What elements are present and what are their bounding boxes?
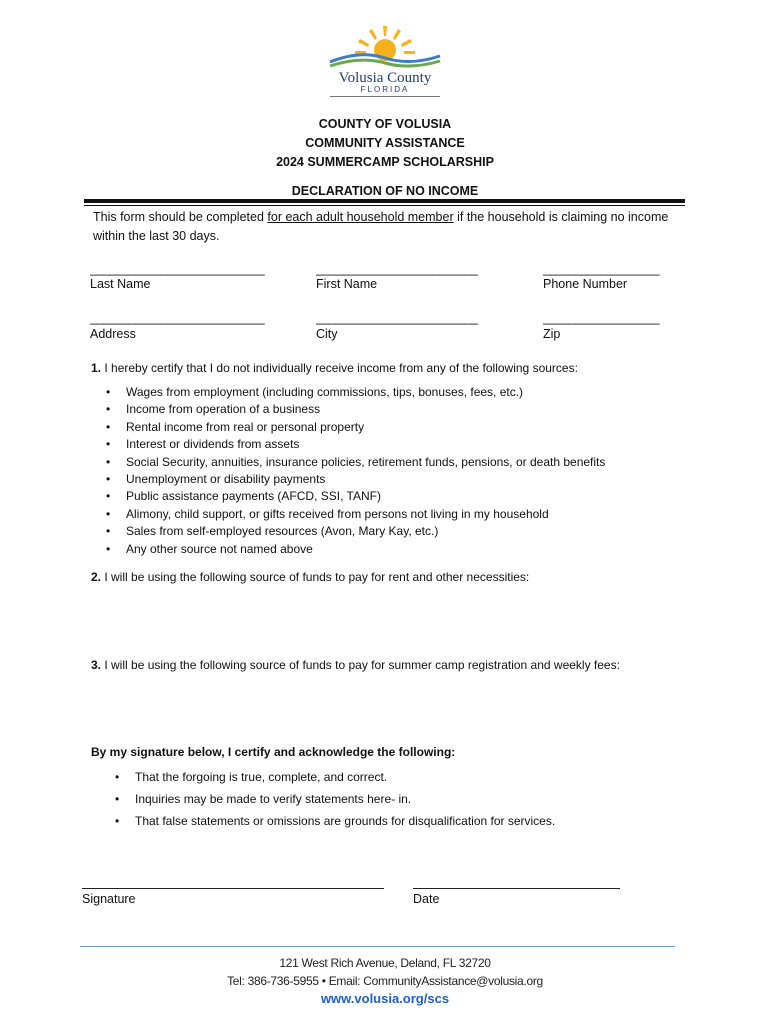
zip-field[interactable]: __________________ [543, 311, 660, 325]
list-item: • Income from operation of a business [106, 401, 605, 418]
list-item: • Any other source not named above [106, 541, 605, 558]
list-item: • Alimony, child support, or gifts received from persons not living in my household [106, 506, 605, 523]
list-item: • Inquiries may be made to verify statements here- in. [115, 788, 555, 810]
question-2: 2. I will be using the following source of funds to pay for rent and other necessities: [91, 570, 530, 584]
certification-heading: By my signature below, I certify and acknowledge the following: [91, 745, 456, 759]
list-item: • Unemployment or disability payments [106, 471, 605, 488]
list-item: • Sales from self-employed resources (Avon, Mary Kay, etc.) [106, 523, 605, 540]
zip-label: Zip [543, 327, 561, 341]
date-label: Date [413, 892, 440, 906]
rent-funds-answer-area[interactable] [91, 590, 681, 650]
phone-field[interactable]: __________________ [543, 262, 660, 276]
footer-contact: Tel: 386-736-5955 • Email: CommunityAssistance@volusia.org [227, 974, 543, 988]
heading-department: COMMUNITY ASSISTANCE [305, 136, 465, 150]
city-field[interactable]: _________________________ [316, 311, 478, 325]
certification-list [115, 766, 555, 832]
heading-program: 2024 SUMMERCAMP SCHOLARSHIP [276, 155, 494, 169]
signature-field[interactable] [82, 888, 384, 889]
first-name-field[interactable]: _________________________ [316, 262, 478, 276]
list-item: • Social Security, annuities, insurance policies, retirement funds, pensions, or death benefits [106, 454, 605, 471]
footer-address: 121 West Rich Avenue, Deland, FL 32720 [279, 956, 491, 970]
title-rule-thin [84, 205, 685, 206]
form-title: DECLARATION OF NO INCOME [291, 184, 479, 198]
heading-county: COUNTY OF VOLUSIA [318, 117, 452, 131]
intro-text: This form should be completed for each adult household member if the household is claiming no income within the last 30 days. [93, 210, 669, 243]
intro-emphasis: for each adult household member [267, 210, 454, 224]
question-1: 1. I hereby certify that I do not individually receive income from any of the following sources: [91, 361, 578, 375]
list-item: • That the forgoing is true, complete, and correct. [115, 766, 555, 788]
address-field[interactable]: ___________________________ [90, 311, 265, 325]
list-item: • Interest or dividends from assets [106, 436, 605, 453]
signature-label: Signature [82, 892, 136, 906]
income-sources-list [106, 384, 605, 558]
city-label: City [316, 327, 338, 341]
question-3: 3. I will be using the following source of funds to pay for summer camp registration and weekly fees: [91, 658, 620, 672]
footer-rule [80, 946, 675, 947]
date-field[interactable] [413, 888, 620, 889]
footer-website-link[interactable]: www.volusia.org/scs [320, 991, 450, 1006]
last-name-label: Last Name [90, 277, 151, 291]
first-name-label: First Name [316, 277, 378, 291]
list-item: • Wages from employment (including commissions, tips, bonuses, fees, etc.) [106, 384, 605, 401]
list-item: • Rental income from real or personal property [106, 419, 605, 436]
logo-underline [330, 96, 440, 97]
camp-funds-answer-area[interactable] [91, 678, 681, 738]
last-name-field[interactable]: ___________________________ [90, 262, 265, 276]
logo-title: Volusia County [338, 70, 432, 86]
logo-subtitle: FLORIDA [360, 85, 410, 94]
list-item: • That false statements or omissions are grounds for disqualification for services. [115, 810, 555, 832]
phone-label: Phone Number [543, 277, 628, 291]
address-label: Address [90, 327, 136, 341]
title-rule-thick [84, 199, 685, 203]
list-item: • Public assistance payments (AFCD, SSI, TANF) [106, 488, 605, 505]
